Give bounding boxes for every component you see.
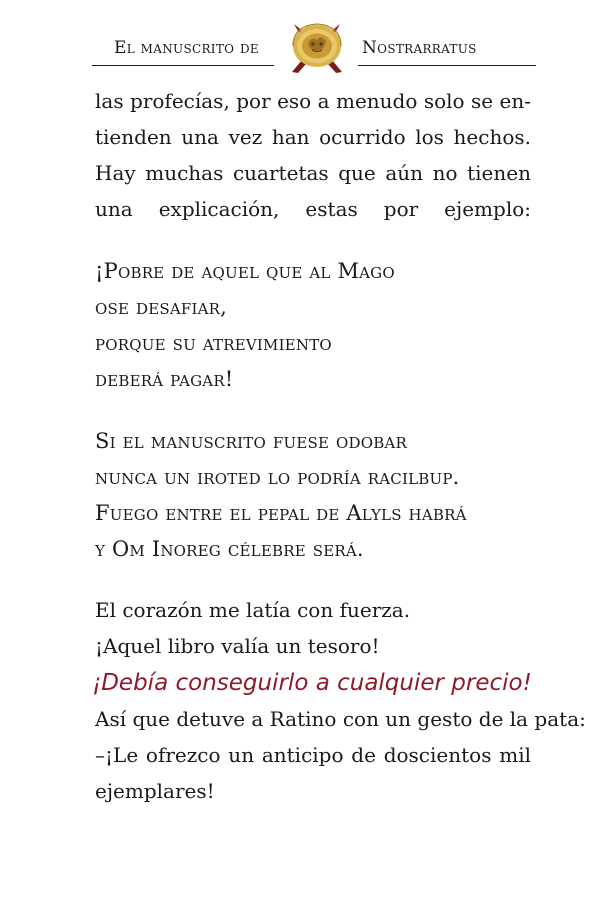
- header-rule-right: [358, 65, 536, 66]
- text-line: ejemplares!: [95, 779, 215, 803]
- header-title-right: Nostrarratus: [362, 38, 477, 58]
- quatrain-2: [95, 423, 531, 567]
- wax-seal-icon: [284, 16, 350, 76]
- verse-line: deberá pagar!: [95, 367, 234, 391]
- paragraph-heartbeat: [95, 592, 531, 664]
- verse-line: nunca un iroted lo podría racilbup.: [95, 465, 460, 489]
- paragraph-offer: [95, 701, 586, 809]
- verse-line: Si el manuscrito fuese odobar: [95, 429, 407, 453]
- header-title-left: El manuscrito de: [114, 38, 259, 58]
- running-header: [92, 16, 536, 76]
- verse-line: y Om Inoreg célebre será.: [95, 537, 364, 561]
- highlighted-exclamation: ¡Debía conseguirlo a cualquier precio!: [92, 670, 532, 696]
- text-line: –¡Le ofrezco un anticipo de doscientos mil: [95, 743, 531, 767]
- text-line: Así que detuve a Ratino con un gesto de la pata:: [95, 707, 586, 731]
- quatrain-1: [95, 253, 531, 397]
- verse-line: Fuego entre el pepal de Alyls habrá: [95, 501, 467, 525]
- text-line: Hay muchas cuartetas que aún no tienen: [95, 161, 531, 185]
- verse-line: ose desafiar,: [95, 295, 228, 319]
- text-line: las profecías, por eso a menudo solo se en-: [95, 89, 531, 113]
- text-line: ¡Aquel libro valía un tesoro!: [95, 634, 380, 658]
- verse-line: porque su atrevimiento: [95, 331, 332, 355]
- text-line: tienden una vez han ocurrido los hechos.: [95, 125, 531, 149]
- text-line: una explicación, estas por ejemplo:: [95, 197, 531, 221]
- text-line: El corazón me latía con fuerza.: [95, 598, 411, 622]
- verse-line: ¡Pobre de aquel que al Mago: [95, 259, 395, 283]
- header-rule-left: [92, 65, 274, 66]
- paragraph-prophecies: [95, 83, 531, 227]
